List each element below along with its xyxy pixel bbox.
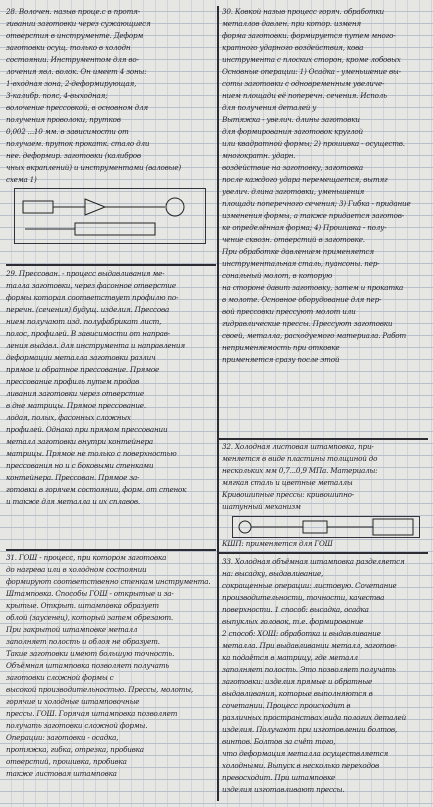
note-29 xyxy=(6,268,214,546)
press-mechanism-icon xyxy=(233,517,419,537)
press-diagram xyxy=(232,516,420,538)
note-33-text: 33. Холодная объёмная штамповка разделяется на: высадку, выдавливание, сокращенные операции: листовую. Сочетание производительности, точности, качества поверхности. 1 способ: высадка, осадка выпуклых головок, т.е. формирование 2 способ: ХОШ: обработка и выдавливание металла. При выдавливании металл, заготов- ка подаётся в матрицу, где металл заполняет полость. Это позволяет получать заготовки: изделия прямые и обратные выдавливания, которые выполняются в сочетании. Процесс происходит в различных пространствах вида пологих деталей изделия. Получают при изготовлении болтов, винтов. Болтов за счёт того, что деформация металла осуществляется холодными. Выпуск в несколько переходов превосходит. При штамповке изделия изготавливают прессы. xyxy=(222,557,407,794)
note-31-text: 31. ГОШ - процесс, при котором заготовка до нагрева или в холодном состоянии формируют соответственно стенкам инструмента. Штамповка. Способы ГОШ - открытые и за- крытые. Открыт. штамповка образует облой (заусенец), который затем обрезают. При закрытой штамповке металл заполняет полость и облоя не образует. Такие заготовки имеют большую точность. Объёмная штамповка позволяет получать заготовки сложной формы с высокой производительностью. Прессы, молоты, горячие и холодные штамповочные прессы. ГОШ. Горячая штамповка позволяет получать заготовки сложной формы. Операции: заготовки - осадка, протяжка, гибка, отрезка, пробивка отверстий, прошивка, пробивка также листовая штамповка xyxy=(6,553,211,778)
note-30-text: 30. Ковкой назыв процесс горяч. обработки металлов давлен. при котор. изменя форма заготовки. формируется путем много- кратного ударного воздействия, кова инструмента с плоских сторон, кроме лобовых Основные операции: 1) Осадка - уменьшение вы- соты заготовки с одновременным увеличе- нием площади её поперечн. сечения. Исполь для получения деталей у Вытяжка - увелич. длины заготовки для формирования заготовок круглой или квадратной формы; 2) прошивка - осуществ. многократн. ударн. воздействие на заготовку, заготовка после каждого удара перемещается, вытяг увелич. длина заготовки, уменьшения площади поперечного сечения; 3) Гибка - придание изменения формы, а также придается заготов- ке определённая форма; 4) Прошивка - полу- чение сквозн. отверстий в заготовке. При обработке давлением применяется инструментальная сталь, пуансоны. пер- сональный молот, в которую на стороне давит заготовку, затем и прокатка в молоте. Основное оборудование для пер- вой прессовки прессуют молот или гидравлические прессы. Прессуют заготовки своей, металла, расходуемого материала. Работ неприменяемость при отковке применяется сразу после этой xyxy=(222,7,411,364)
note-31 xyxy=(6,552,214,800)
note-30 xyxy=(222,6,428,436)
note-32-text: 32. Холодная листовая штамповка, при- меняется в виде пластины толщиной до нескольких мм 0,7...0,9 МПа. Материалы: мягкая сталь и цветные металлы Кривошипные прессы: кривошипно- шатунный механизм xyxy=(222,442,378,511)
note-28-text: 28. Волочен. назыв проце.с в протя- гивании заготовки через сужающиеся отверстия в инструменте. Деформ заготовки осущ. только в холодн состоянии. Инструментом для во- лочения явл. волок. Он имеет 4 зоны: 1-входная зона, 2-деформирующая, 3-калибр. пояс, 4-выходная; волочение прессовкой, в основном для получения проволоки, прутков 0,002 ...10 мм. в зависимости от получаем. пруток прокатк. стало дли нее. деформир. заготовки (калибров чных вкраплений) и инструментами (валовые) схема 1) xyxy=(6,7,181,184)
note-32-footer xyxy=(222,538,428,550)
note-29-text: 29. Прессован. - процесс выдавливания ме- талла заготовки, через фасонное отверстие формы которая соответствует профилю по- перечн. (сечения) будущ. изделия. Прессова нием получают изд. полуфабрикат лист, полос, профилей. В зависимости от направ- ления выдавл. для инструмента и направления деформации металла заготовки различ прямое и обратное прессование. Прямое прессование профиль путем продав ливания заготовки через отверстие в дне матрицы. Прямое прессование. лодая, полых, фасонных сложных профилей. Однако при прямом прессовании металл заготовки внутри контейнера матрицы. Прямое не только с поверхностью прессования но и с боковыми стенками контейнера. Прессован. Прямое за- готовки в горячем состоянии, форм. от стенок и также для металла и их сплавов. xyxy=(6,269,187,506)
note-33 xyxy=(222,556,428,800)
column-divider xyxy=(217,6,219,801)
section-divider-left-2 xyxy=(6,549,216,551)
note-32 xyxy=(222,441,428,515)
note-28 xyxy=(6,6,214,186)
section-divider-left-1 xyxy=(6,264,216,266)
section-divider-right-2 xyxy=(219,552,428,554)
drawing-schematic-icon xyxy=(15,189,205,243)
drawing-sketch xyxy=(14,188,206,244)
section-divider-right-1 xyxy=(219,438,428,440)
note-32-footer-text: КШП: применяется для ГОШ xyxy=(222,539,333,548)
